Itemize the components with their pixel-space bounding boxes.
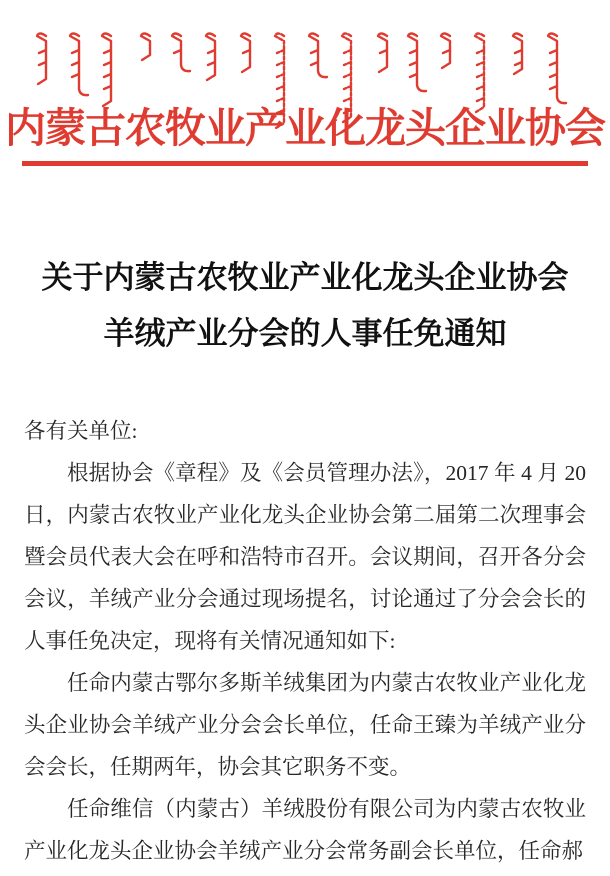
salutation: 各有关单位: <box>24 419 138 443</box>
paragraph: 任命内蒙古鄂尔多斯羊绒集团为内蒙古农牧业产业化龙头企业协会羊绒产业分会会长单位，任命王臻为羊绒产业分会会长，任期两年，协会其它职务不变。 <box>24 671 586 779</box>
paragraph: 根据协会《章程》及《会员管理办法》，2017 年 4 月 20 日，内蒙古农牧业产业化龙头企业协会第二届第二次理事会暨会员代表大会在呼和浩特市召开。会议期间，召开各分会会议，羊绒产业分会通过现场提名，讨论通过了分会会长的人事任免决定，现将有关情况通知如下: <box>24 461 586 653</box>
document-title-line1: 关于内蒙古农牧业产业化龙头企业协会 <box>41 260 569 295</box>
document-title <box>0 250 610 362</box>
document-title-line2: 羊绒产业分会的人事任免通知 <box>103 316 507 351</box>
letterhead-divider-line <box>22 161 588 166</box>
mongolian-script-banner <box>0 26 610 102</box>
document-body <box>0 410 610 872</box>
letterhead-org-name: 内蒙古农牧业产业化龙头企业协会 <box>5 105 605 151</box>
paragraph: 任命维信（内蒙古）羊绒股份有限公司为内蒙古农牧业产业化龙头企业协会羊绒产业分会常务副会长单位，任命郝 <box>24 797 586 863</box>
